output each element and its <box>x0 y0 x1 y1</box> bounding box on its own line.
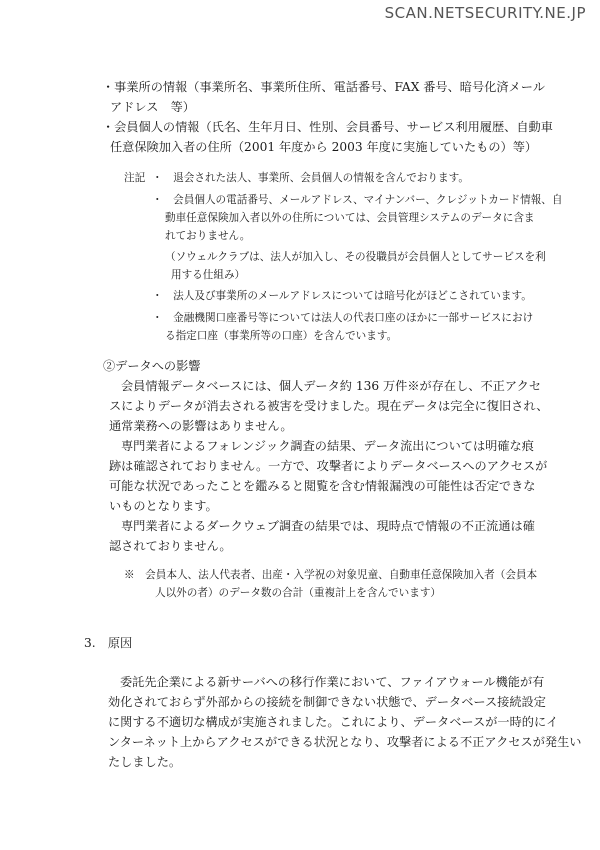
cause-para-line-5: たしました。 <box>108 755 182 769</box>
bullet-member-line-1: ・会員個人の情報（氏名、生年月日、性別、会員番号、サービス利用履歴、自動車 <box>102 120 553 134</box>
cause-para-line-4: ンターネット上からアクセスができる状況となり、攻撃者による不正アクセスが発生い <box>108 735 582 749</box>
cause-para-line-3: に関する不適切な構成が実施されました。これにより、データベースが一時的にイ <box>108 715 559 729</box>
note-3-line-2: 用する仕組み） <box>171 269 246 281</box>
impact-para3-line-1: 専門業者によるダークウェブ調査の結果では、現時点で情報の不正流通は確 <box>121 519 535 533</box>
bullet-office-line-2: アドレス 等） <box>110 100 195 114</box>
cause-heading: 3. 原因 <box>84 636 133 650</box>
note-2-line-3: れておりません。 <box>165 230 251 242</box>
note-3-line-1: （ソウェルクラブは、法人が加入し、その役職員が会員個人としてサービスを利 <box>165 251 546 263</box>
impact-para2-line-1: 専門業者によるフォレンジック調査の結果、データ流出については明確な痕 <box>121 439 534 453</box>
impact-para1-line-1: 会員情報データベースには、個人データ約 136 万件※が存在し、不正アクセ <box>121 379 542 393</box>
impact-para2-line-4: いものとなります。 <box>109 499 218 513</box>
bullet-member-line-2: 任意保険加入者の住所（2001 年度から 2003 年度に実施していたもの）等） <box>110 140 538 154</box>
impact-footnote-line-2: 人以外の者）のデータ数の合計（重複計上を含んでいます） <box>155 587 442 599</box>
impact-para1-line-2: スによりデータが消去される被害を受けました。現在データは完全に復旧され、 <box>109 399 549 413</box>
note-5-line-2: る指定口座（事業所等の口座）を含んでいます。 <box>165 330 398 342</box>
impact-para2-line-3: 可能な状況であったことを鑑みると閲覧を含む情報漏洩の可能性は否定できな <box>109 479 536 493</box>
impact-footnote-line-1: ※ 会員本人、法人代表者、出産・入学祝の対象児童、自動車任意保険加入者（会員本 <box>124 569 538 581</box>
note-1: ・ 退会された法人、事業所、会員個人の情報を含んでおります。 <box>152 172 469 184</box>
note-4: ・ 法人及び事業所のメールアドレスについては暗号化がほどこされています。 <box>152 290 532 302</box>
notes-label: 注記 <box>124 172 146 184</box>
impact-heading: ②データへの影響 <box>103 359 201 373</box>
cause-para-line-1: 委託先企業による新サーバへの移行作業において、ファイアウォール機能が有 <box>120 675 545 689</box>
bullet-office-line-1: ・事業所の情報（事業所名、事業所住所、電話番号、FAX 番号、暗号化済メール <box>102 80 545 94</box>
note-5-line-1: ・ 金融機関口座番号等については法人の代表口座のほかに一部サービスにおけ <box>152 312 534 324</box>
impact-para3-line-2: 認されておりません。 <box>109 539 232 553</box>
impact-para1-line-3: 通常業務への影響はありません。 <box>109 419 293 433</box>
watermark: SCAN.NETSECURITY.NE.JP <box>384 4 586 22</box>
note-2-line-1: ・ 会員個人の電話番号、メールアドレス、マイナンバー、クレジットカード情報、自 <box>152 194 563 206</box>
impact-para2-line-2: 跡は確認されておりません。一方で、攻撃者によりデータベースへのアクセスが <box>109 459 548 473</box>
cause-para-line-2: 効化されておらず外部からの接続を制御できない状態で、データベース接続設定 <box>108 695 546 709</box>
note-2-line-2: 動車任意保険加入者以外の住所については、会員管理システムのデータに含ま <box>165 212 535 224</box>
